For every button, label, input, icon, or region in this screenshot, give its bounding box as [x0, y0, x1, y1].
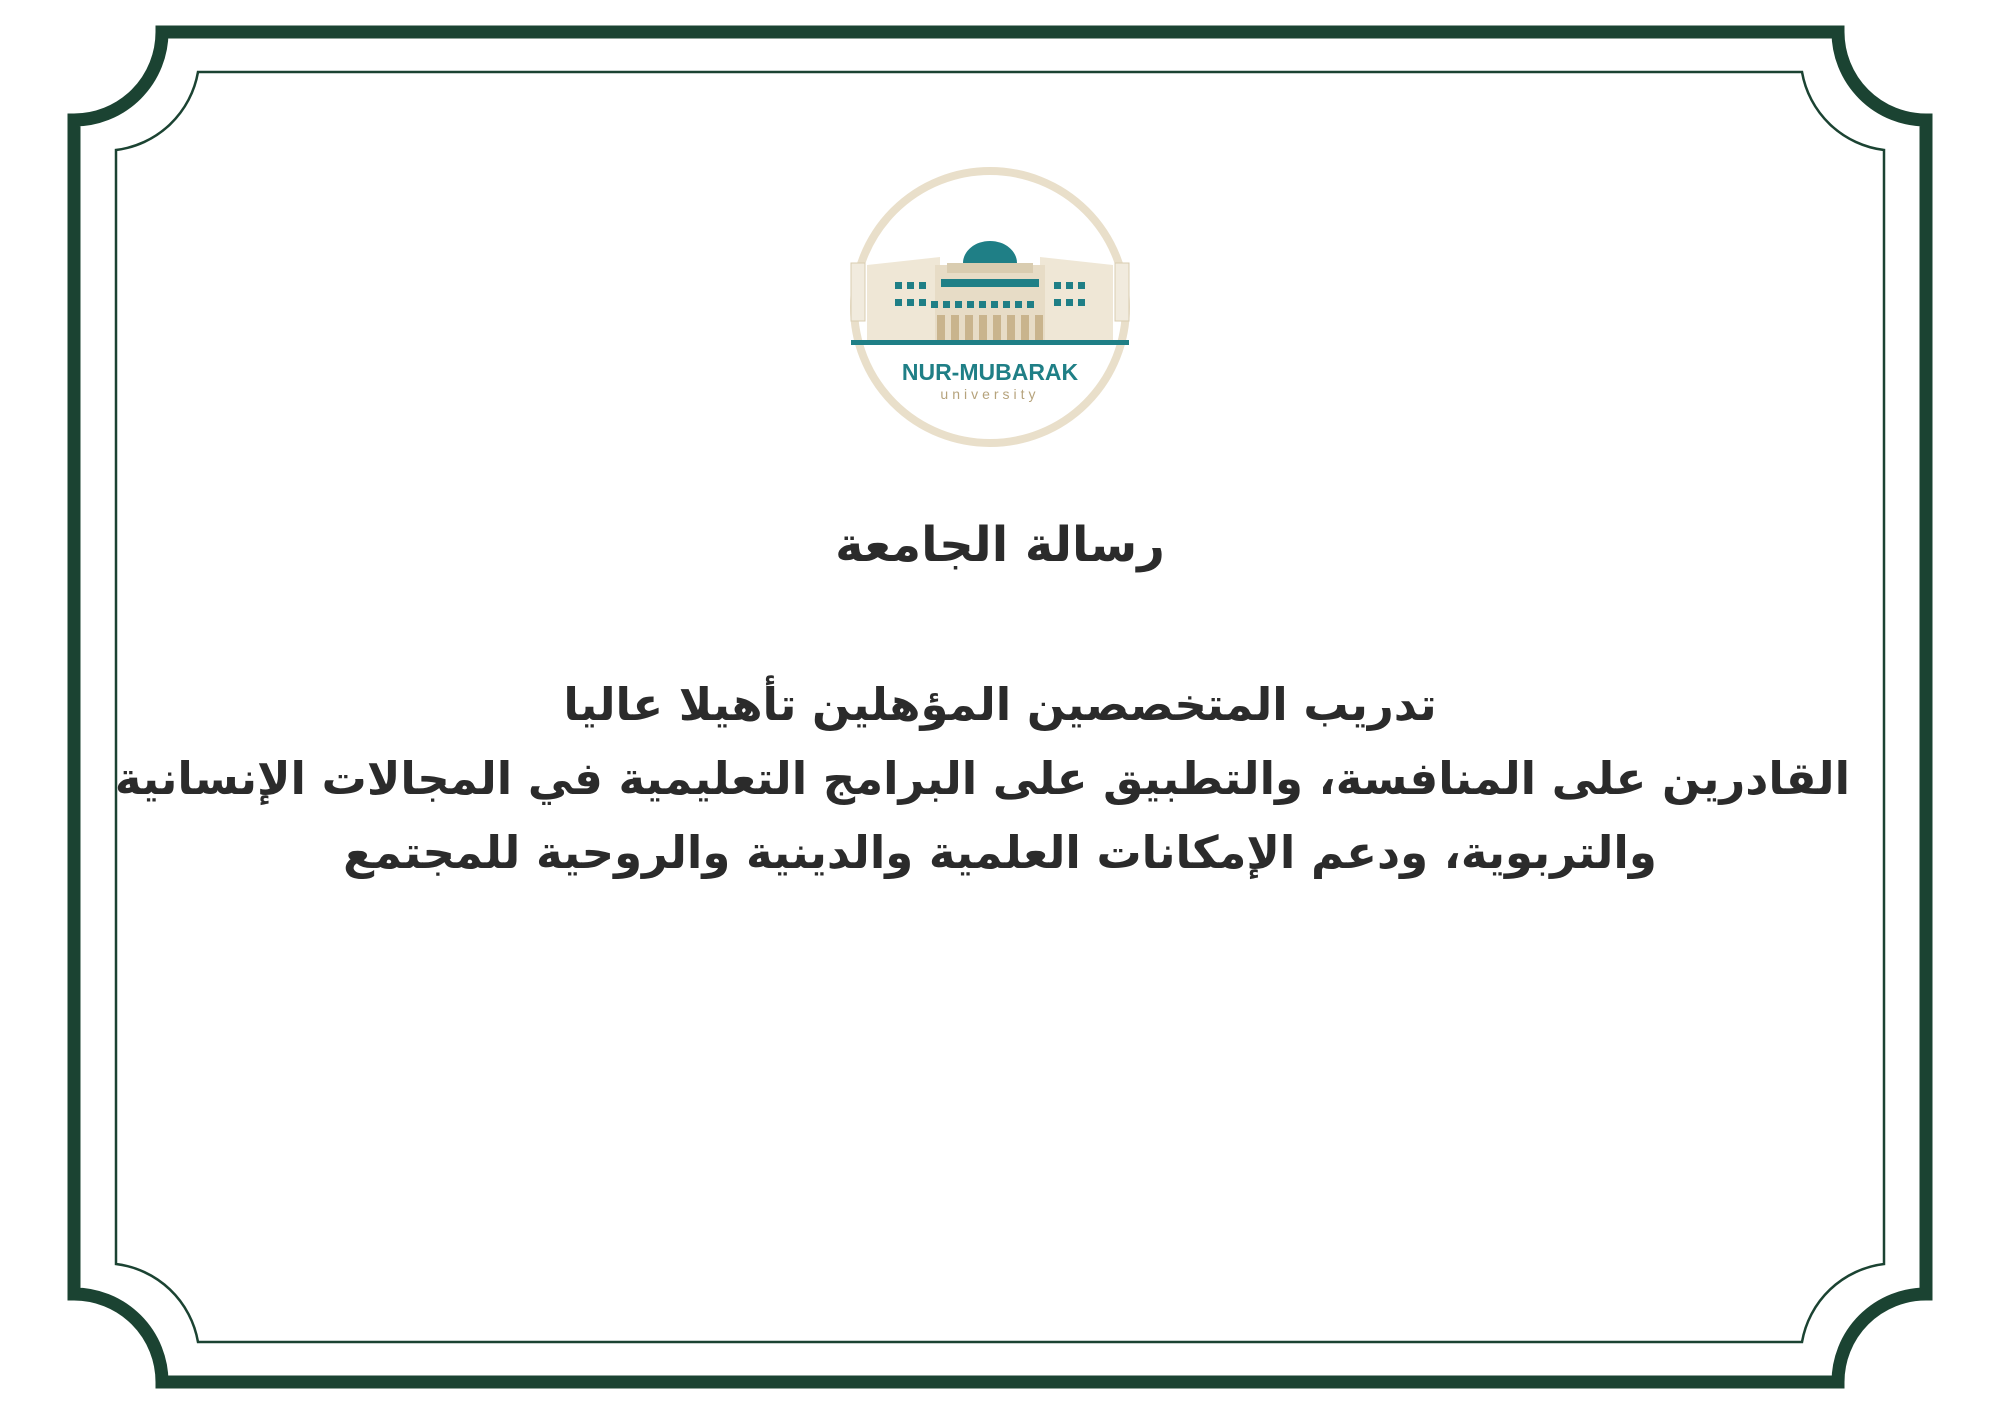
page-title: رسالة الجامعة	[835, 517, 1165, 573]
mission-line-1: تدريب المتخصصين المؤهلين تأهيلا عاليا	[563, 678, 1437, 731]
mission-line-3: والتربوية، ودعم الإمكانات العلمية والدينية والروحية للمجتمع	[343, 826, 1657, 879]
logo-subtitle: university	[940, 386, 1040, 402]
university-logo	[845, 165, 1135, 450]
logo-name: NUR-MUBARAK	[901, 359, 1079, 385]
mission-statement	[114, 668, 1850, 890]
mission-line-2: القادرين على المنافسة، والتطبيق على البرامج التعليمية في المجالات الإنسانية	[114, 752, 1850, 805]
